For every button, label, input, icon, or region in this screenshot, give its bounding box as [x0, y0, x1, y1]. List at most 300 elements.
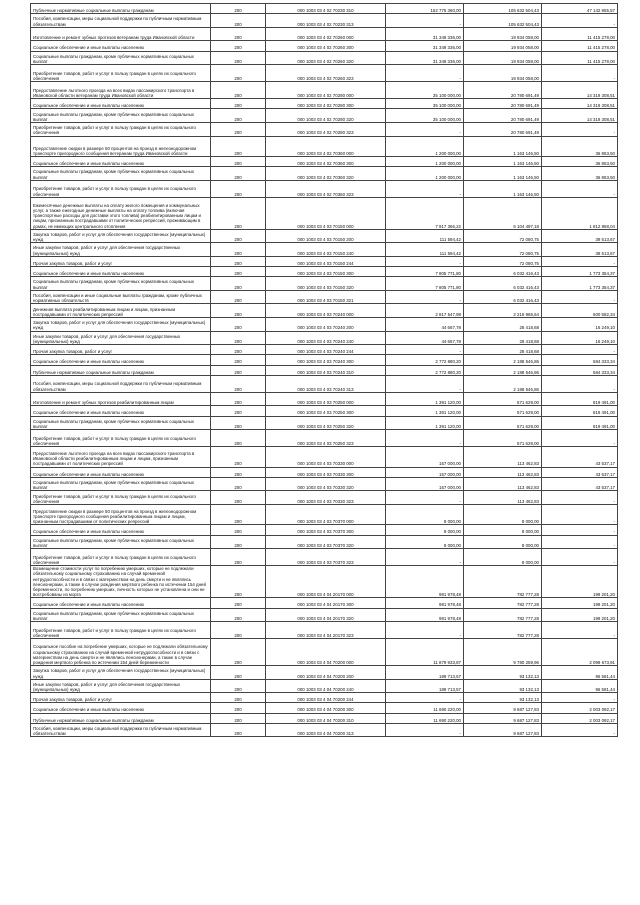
table-row: [31, 666, 618, 680]
row-code-cell: 200: [211, 318, 266, 332]
row-remaining-cell: 16 249,10: [542, 331, 618, 345]
row-approved-cell: 8 000,00: [386, 525, 464, 535]
row-code-cell: 200: [211, 504, 266, 524]
row-classification-cell: 000 1003 03 4 02 70230 310: [266, 4, 386, 14]
row-executed-cell: 782 777,28: [464, 566, 542, 598]
row-classification-cell: 000 1003 03 4 02 70360 300: [266, 156, 386, 166]
row-remaining-cell: -: [542, 122, 618, 136]
row-name-cell: Денежная выплата реабилитированным лицам и лицам, признанным пострадавшими от политических репрессий: [31, 304, 211, 318]
table-row: [31, 622, 618, 639]
table-row: [31, 639, 618, 666]
row-remaining-cell: 819 491,00: [542, 416, 618, 430]
row-code-cell: 200: [211, 598, 266, 608]
row-code-cell: 200: [211, 525, 266, 535]
row-code-cell: 200: [211, 65, 266, 82]
row-code-cell: 200: [211, 703, 266, 713]
row-code-cell: 200: [211, 467, 266, 477]
row-executed-cell: 72 080,75: [464, 256, 542, 266]
row-approved-cell: -: [386, 375, 464, 392]
row-code-cell: 200: [211, 14, 266, 28]
row-name-cell: Социальное обеспечение и иные выплаты населению: [31, 156, 211, 166]
row-code-cell: 200: [211, 51, 266, 65]
row-classification-cell: 000 1003 03 4 04 70200 300: [266, 703, 386, 713]
row-remaining-cell: 36 853,50: [542, 167, 618, 181]
table-row: [31, 406, 618, 416]
row-code-cell: 200: [211, 666, 266, 680]
row-classification-cell: 000 1003 03 4 02 70260 000: [266, 27, 386, 41]
table-row: [31, 318, 618, 332]
row-approved-cell: -: [386, 122, 464, 136]
table-row: [31, 331, 618, 345]
row-executed-cell: 19 934 058,00: [464, 41, 542, 51]
table-row: [31, 525, 618, 535]
row-executed-cell: 19 934 058,00: [464, 51, 542, 65]
row-executed-cell: 571 629,00: [464, 392, 542, 406]
row-code-cell: 200: [211, 180, 266, 197]
row-classification-cell: 000 1003 03 4 02 70280 000: [266, 82, 386, 99]
row-code-cell: 200: [211, 406, 266, 416]
row-code-cell: 200: [211, 109, 266, 123]
row-name-cell: Социальные выплаты гражданам, кроме публичных нормативных социальных выплат: [31, 51, 211, 65]
row-approved-cell: 157 000,00: [386, 467, 464, 477]
row-approved-cell: -: [386, 723, 464, 737]
table-row: [31, 345, 618, 355]
row-approved-cell: 1 200 000,00: [386, 136, 464, 156]
table-row: [31, 703, 618, 713]
row-approved-cell: -: [386, 290, 464, 304]
row-approved-cell: 8 000,00: [386, 535, 464, 549]
row-name-cell: Приобретение товаров, работ и услуг в пользу граждан в целях их социального обеспечения: [31, 430, 211, 447]
table-row: [31, 136, 618, 156]
row-remaining-cell: 14 319 308,51: [542, 109, 618, 123]
table-row: [31, 566, 618, 598]
row-name-cell: Иные закупки товаров, работ и услуг для обеспечения государственных (муниципальных) нужд: [31, 243, 211, 257]
row-remaining-cell: 16 249,10: [542, 318, 618, 332]
row-executed-cell: 113 462,83: [464, 477, 542, 491]
table-row: [31, 392, 618, 406]
row-remaining-cell: 1 812 868,04: [542, 197, 618, 229]
row-code-cell: 200: [211, 447, 266, 467]
row-code-cell: 200: [211, 566, 266, 598]
table-row: [31, 693, 618, 703]
row-executed-cell: 1 163 146,50: [464, 136, 542, 156]
row-code-cell: 200: [211, 365, 266, 375]
row-approved-cell: 1 391 120,00: [386, 392, 464, 406]
row-name-cell: Иные закупки товаров, работ и услуг для обеспечения государственных (муниципальных) нужд: [31, 331, 211, 345]
row-remaining-cell: 14 319 308,51: [542, 99, 618, 109]
row-remaining-cell: 2 099 673,91: [542, 639, 618, 666]
row-classification-cell: 000 1003 03 4 02 70280 323: [266, 122, 386, 136]
row-executed-cell: 28 418,68: [464, 318, 542, 332]
row-approved-cell: 8 000,00: [386, 504, 464, 524]
row-remaining-cell: 39 513,67: [542, 243, 618, 257]
row-executed-cell: 20 780 691,49: [464, 109, 542, 123]
row-code-cell: 200: [211, 355, 266, 365]
row-name-cell: Социальные выплаты гражданам, кроме публичных нормативных социальных выплат: [31, 535, 211, 549]
row-executed-cell: 571 629,00: [464, 416, 542, 430]
row-name-cell: Приобретение товаров, работ и услуг в пользу граждан в целях их социального обеспечения: [31, 122, 211, 136]
row-executed-cell: 105 632 504,43: [464, 14, 542, 28]
row-approved-cell: 2 772 880,20: [386, 365, 464, 375]
row-name-cell: Закупка товаров, работ и услуг для обеспечения государственных (муниципальных) нужд: [31, 666, 211, 680]
row-classification-cell: 000 1003 03 4 04 70200 200: [266, 666, 386, 680]
row-classification-cell: 000 1003 03 4 03 70330 300: [266, 467, 386, 477]
row-approved-cell: 981 978,48: [386, 566, 464, 598]
row-classification-cell: 000 1003 03 4 03 70240 244: [266, 345, 386, 355]
row-remaining-cell: -: [542, 14, 618, 28]
row-name-cell: Ежемесячные денежные выплаты на оплату жилого помещения и коммунальных услуг, а также ежегодные денежные выплаты на оплату топлива (включая транспортные расходы для доставки этого топлива) реабилитированным лицам и лицам, признанным пострадавшими от политических репрессий, проживающим в домах, не имеющих центрального отопления: [31, 197, 211, 229]
row-name-cell: Предоставление льготного проезда на всех видах пассажирского транспорта в Ивановской области ветеранам труда Ивановской области: [31, 82, 211, 99]
row-code-cell: 200: [211, 82, 266, 99]
table-row: [31, 277, 618, 291]
row-executed-cell: 20 780 691,49: [464, 122, 542, 136]
row-remaining-cell: 11 415 278,00: [542, 41, 618, 51]
row-name-cell: Закупка товаров, работ и услуг для обеспечения государственных (муниципальных) нужд: [31, 318, 211, 332]
row-executed-cell: 113 462,83: [464, 447, 542, 467]
row-executed-cell: 72 080,75: [464, 243, 542, 257]
row-executed-cell: 2 216 965,64: [464, 304, 542, 318]
table-row: [31, 256, 618, 266]
row-name-cell: Прочая закупка товаров, работ и услуг: [31, 256, 211, 266]
table-row: [31, 608, 618, 622]
row-name-cell: Приобретение товаров, работ и услуг в пользу граждан в целях их социального обеспечения: [31, 549, 211, 566]
row-approved-cell: 152 775 360,00: [386, 4, 464, 14]
row-code-cell: 200: [211, 693, 266, 703]
row-approved-cell: 35 100 000,00: [386, 109, 464, 123]
row-executed-cell: 8 000,00: [464, 549, 542, 566]
row-classification-cell: 000 1003 03 4 02 70260 323: [266, 65, 386, 82]
row-classification-cell: 000 1003 03 4 03 70330 000: [266, 447, 386, 467]
row-classification-cell: 000 1003 03 4 04 70200 244: [266, 693, 386, 703]
row-code-cell: 200: [211, 535, 266, 549]
table-row: [31, 99, 618, 109]
row-remaining-cell: 11 415 278,00: [542, 51, 618, 65]
row-classification-cell: 000 1003 03 4 03 70250 300: [266, 406, 386, 416]
row-name-cell: Приобретение товаров, работ и услуг в пользу граждан в целях их социального обеспечения: [31, 622, 211, 639]
row-executed-cell: 6 032 416,43: [464, 267, 542, 277]
row-remaining-cell: 1 773 354,37: [542, 267, 618, 277]
row-executed-cell: 2 188 546,86: [464, 365, 542, 375]
row-approved-cell: -: [386, 65, 464, 82]
row-executed-cell: 6 104 497,18: [464, 197, 542, 229]
row-classification-cell: 000 1003 03 4 03 70240 200: [266, 318, 386, 332]
row-executed-cell: 6 032 416,43: [464, 277, 542, 291]
row-classification-cell: 000 1003 03 4 03 70370 320: [266, 535, 386, 549]
row-name-cell: Предоставление льготного проезда на всех видах пассажирского транспорта в Ивановской области реабилитированным лицам и лицам, признанным пострадавшими от политических репрессий: [31, 447, 211, 467]
row-approved-cell: 2 772 880,20: [386, 355, 464, 365]
table-row: [31, 229, 618, 243]
row-executed-cell: 9 687 127,83: [464, 713, 542, 723]
row-name-cell: Изготовление и ремонт зубных протезов ветеранам труда Ивановской области: [31, 27, 211, 41]
row-remaining-cell: -: [542, 180, 618, 197]
row-name-cell: Иные закупки товаров, работ и услуг для обеспечения государственных (муниципальных) нужд: [31, 679, 211, 693]
row-remaining-cell: 199 201,20: [542, 566, 618, 598]
row-executed-cell: 2 188 546,86: [464, 375, 542, 392]
row-classification-cell: 000 1003 03 4 03 70330 323: [266, 491, 386, 505]
row-executed-cell: 93 132,13: [464, 693, 542, 703]
row-code-cell: 200: [211, 345, 266, 355]
table-row: [31, 491, 618, 505]
table-row: [31, 14, 618, 28]
row-approved-cell: -: [386, 491, 464, 505]
row-remaining-cell: -: [542, 290, 618, 304]
row-code-cell: 200: [211, 277, 266, 291]
row-code-cell: 200: [211, 122, 266, 136]
row-remaining-cell: 819 491,00: [542, 406, 618, 416]
row-approved-cell: 981 978,48: [386, 598, 464, 608]
table-row: [31, 156, 618, 166]
row-remaining-cell: -: [542, 375, 618, 392]
row-executed-cell: 1 163 146,50: [464, 180, 542, 197]
row-classification-cell: 000 1003 03 4 04 20170 323: [266, 622, 386, 639]
row-remaining-cell: 47 142 855,57: [542, 4, 618, 14]
row-remaining-cell: 14 319 308,51: [542, 82, 618, 99]
table-row: [31, 549, 618, 566]
row-approved-cell: 189 713,57: [386, 666, 464, 680]
table-row: [31, 477, 618, 491]
row-code-cell: 200: [211, 331, 266, 345]
row-executed-cell: 8 000,00: [464, 525, 542, 535]
row-name-cell: Социальные выплаты гражданам, кроме публичных нормативных социальных выплат: [31, 608, 211, 622]
row-executed-cell: 1 163 146,50: [464, 156, 542, 166]
row-remaining-cell: -: [542, 622, 618, 639]
row-remaining-cell: 43 537,17: [542, 467, 618, 477]
row-remaining-cell: 43 537,17: [542, 447, 618, 467]
row-approved-cell: 31 349 336,00: [386, 41, 464, 51]
row-remaining-cell: 96 581,44: [542, 679, 618, 693]
table-row: [31, 430, 618, 447]
row-classification-cell: 000 1003 03 4 02 70230 313: [266, 14, 386, 28]
row-classification-cell: 000 1003 03 4 02 70280 320: [266, 109, 386, 123]
row-executed-cell: 9 687 127,83: [464, 703, 542, 713]
row-approved-cell: 157 000,00: [386, 447, 464, 467]
row-approved-cell: -: [386, 549, 464, 566]
row-approved-cell: 11 690 220,00: [386, 703, 464, 713]
row-classification-cell: 000 1003 03 4 04 70200 313: [266, 723, 386, 737]
row-classification-cell: 000 1003 03 4 02 70280 300: [266, 99, 386, 109]
row-name-cell: Социальное обеспечение и иные выплаты населению: [31, 41, 211, 51]
row-code-cell: 200: [211, 713, 266, 723]
table-row: [31, 122, 618, 136]
row-remaining-cell: 96 581,44: [542, 666, 618, 680]
table-row: [31, 197, 618, 229]
row-code-cell: 200: [211, 136, 266, 156]
row-approved-cell: 111 594,42: [386, 243, 464, 257]
row-name-cell: Прочая закупка товаров, работ и услуг: [31, 693, 211, 703]
table-body: [31, 4, 618, 737]
row-remaining-cell: -: [542, 345, 618, 355]
table-row: [31, 535, 618, 549]
row-classification-cell: 000 1003 03 4 04 20170 300: [266, 598, 386, 608]
table-row: [31, 467, 618, 477]
row-remaining-cell: -: [542, 65, 618, 82]
row-classification-cell: 000 1003 03 4 03 70330 320: [266, 477, 386, 491]
row-remaining-cell: 1 773 354,37: [542, 277, 618, 291]
row-classification-cell: 000 1003 03 4 03 70250 323: [266, 430, 386, 447]
row-approved-cell: 35 100 000,00: [386, 82, 464, 99]
row-name-cell: Социальное обеспечение и иные выплаты населению: [31, 99, 211, 109]
row-classification-cell: 000 1003 03 4 02 70260 320: [266, 51, 386, 65]
row-code-cell: 200: [211, 99, 266, 109]
row-executed-cell: 782 777,28: [464, 598, 542, 608]
row-name-cell: Социальное обеспечение и иные выплаты населению: [31, 703, 211, 713]
row-classification-cell: 000 1003 03 4 03 70150 321: [266, 290, 386, 304]
row-name-cell: Социальное обеспечение и иные выплаты населению: [31, 267, 211, 277]
row-remaining-cell: -: [542, 430, 618, 447]
row-name-cell: Прочая закупка товаров, работ и услуг: [31, 345, 211, 355]
row-remaining-cell: 2 003 092,17: [542, 703, 618, 713]
row-approved-cell: 44 667,78: [386, 331, 464, 345]
row-code-cell: 200: [211, 27, 266, 41]
row-approved-cell: 35 100 000,00: [386, 99, 464, 109]
row-name-cell: Социальное обеспечение и иные выплаты населению: [31, 598, 211, 608]
row-executed-cell: 19 934 058,00: [464, 27, 542, 41]
table-row: [31, 27, 618, 41]
budget-table: [30, 3, 618, 737]
row-approved-cell: -: [386, 430, 464, 447]
row-executed-cell: 105 632 504,43: [464, 4, 542, 14]
table-row: [31, 504, 618, 524]
row-name-cell: Социальные выплаты гражданам, кроме публичных нормативных социальных выплат: [31, 416, 211, 430]
row-code-cell: 200: [211, 304, 266, 318]
row-approved-cell: -: [386, 693, 464, 703]
row-approved-cell: 7 917 366,22: [386, 197, 464, 229]
row-name-cell: Приобретение товаров, работ и услуг в пользу граждан в целях их социального обеспечения: [31, 491, 211, 505]
row-executed-cell: 571 629,00: [464, 430, 542, 447]
row-classification-cell: 000 1003 03 4 04 20170 000: [266, 566, 386, 598]
row-name-cell: Социальные выплаты гражданам, кроме публичных нормативных социальных выплат: [31, 167, 211, 181]
row-code-cell: 200: [211, 430, 266, 447]
row-remaining-cell: -: [542, 256, 618, 266]
row-code-cell: 200: [211, 375, 266, 392]
row-executed-cell: 9 687 127,83: [464, 723, 542, 737]
row-approved-cell: -: [386, 345, 464, 355]
row-classification-cell: 000 1003 03 4 03 70240 310: [266, 365, 386, 375]
row-approved-cell: 7 805 771,80: [386, 267, 464, 277]
row-classification-cell: 000 1003 03 4 03 70150 300: [266, 267, 386, 277]
row-name-cell: Приобретение товаров, работ и услуг в пользу граждан в целях их социального обеспечения: [31, 65, 211, 82]
row-executed-cell: 6 032 416,43: [464, 290, 542, 304]
table-row: [31, 180, 618, 197]
table-row: [31, 41, 618, 51]
row-code-cell: 200: [211, 679, 266, 693]
row-classification-cell: 000 1003 03 4 03 70240 240: [266, 331, 386, 345]
row-executed-cell: 19 934 058,00: [464, 65, 542, 82]
row-classification-cell: 000 1003 03 4 02 70360 000: [266, 136, 386, 156]
row-classification-cell: 000 1003 03 4 02 70360 323: [266, 180, 386, 197]
row-name-cell: Социальное обеспечение и иные выплаты населению: [31, 406, 211, 416]
table-row: [31, 416, 618, 430]
row-classification-cell: 000 1003 03 4 04 70200 240: [266, 679, 386, 693]
row-name-cell: Социальное обеспечение и иные выплаты населению: [31, 525, 211, 535]
row-classification-cell: 000 1003 03 4 04 70200 000: [266, 639, 386, 666]
row-remaining-cell: -: [542, 504, 618, 524]
row-classification-cell: 000 1003 03 4 03 70370 300: [266, 525, 386, 535]
row-classification-cell: 000 1003 03 4 03 70250 000: [266, 392, 386, 406]
row-executed-cell: 20 780 691,49: [464, 82, 542, 99]
row-remaining-cell: 199 201,20: [542, 598, 618, 608]
row-code-cell: 200: [211, 229, 266, 243]
row-name-cell: Социальное обеспечение и иные выплаты населению: [31, 467, 211, 477]
row-remaining-cell: 199 201,20: [542, 608, 618, 622]
row-classification-cell: 000 1003 03 4 03 70150 240: [266, 243, 386, 257]
row-code-cell: 200: [211, 477, 266, 491]
table-row: [31, 82, 618, 99]
row-code-cell: 200: [211, 290, 266, 304]
row-executed-cell: 8 000,00: [464, 504, 542, 524]
row-name-cell: Социальное пособие на погребение умерших, которые не подлежали обязательному социальному страхованию на случай временной нетрудоспособности и в связи с материнством на день смерти и не являлись пенсионерами, а также в случае рождения мертвого ребенка по истечении 154 дней беременности: [31, 639, 211, 666]
table-row: [31, 109, 618, 123]
row-executed-cell: 1 163 146,50: [464, 167, 542, 181]
row-name-cell: Пособия, компенсации и иные социальные выплаты гражданам, кроме публичных нормативных обязательств: [31, 290, 211, 304]
budget-sheet: [30, 3, 617, 737]
row-remaining-cell: -: [542, 491, 618, 505]
row-approved-cell: 7 805 771,80: [386, 277, 464, 291]
row-executed-cell: 113 462,83: [464, 467, 542, 477]
row-approved-cell: -: [386, 14, 464, 28]
row-classification-cell: 000 1003 03 4 03 70240 313: [266, 375, 386, 392]
row-approved-cell: 1 391 120,00: [386, 416, 464, 430]
row-name-cell: Изготовление и ремонт зубных протезов реабилитированным лицам: [31, 392, 211, 406]
row-approved-cell: 31 349 336,00: [386, 27, 464, 41]
row-code-cell: 200: [211, 549, 266, 566]
row-approved-cell: 1 200 000,00: [386, 156, 464, 166]
row-name-cell: Социальные выплаты гражданам, кроме публичных нормативных социальных выплат: [31, 477, 211, 491]
row-executed-cell: 782 777,28: [464, 622, 542, 639]
row-executed-cell: 2 188 546,86: [464, 355, 542, 365]
table-row: [31, 713, 618, 723]
row-classification-cell: 000 1003 03 4 04 70200 310: [266, 713, 386, 723]
row-remaining-cell: 600 582,34: [542, 304, 618, 318]
row-executed-cell: 28 418,68: [464, 331, 542, 345]
row-approved-cell: 189 713,57: [386, 679, 464, 693]
row-approved-cell: 1 391 120,00: [386, 406, 464, 416]
row-executed-cell: 9 780 259,96: [464, 639, 542, 666]
row-code-cell: 200: [211, 639, 266, 666]
row-code-cell: 200: [211, 608, 266, 622]
row-approved-cell: 11 879 933,87: [386, 639, 464, 666]
row-executed-cell: 72 080,75: [464, 229, 542, 243]
table-row: [31, 4, 618, 14]
row-classification-cell: 000 1003 03 4 03 70240 300: [266, 355, 386, 365]
row-code-cell: 200: [211, 197, 266, 229]
table-row: [31, 290, 618, 304]
row-code-cell: 200: [211, 491, 266, 505]
row-remaining-cell: 584 333,34: [542, 365, 618, 375]
row-remaining-cell: 36 853,50: [542, 156, 618, 166]
row-remaining-cell: 2 003 092,17: [542, 713, 618, 723]
row-executed-cell: 93 132,13: [464, 679, 542, 693]
row-approved-cell: 111 594,42: [386, 229, 464, 243]
row-classification-cell: 000 1003 03 4 03 70240 000: [266, 304, 386, 318]
row-name-cell: Приобретение товаров, работ и услуг в пользу граждан в целях их социального обеспечения: [31, 180, 211, 197]
table-row: [31, 598, 618, 608]
row-classification-cell: 000 1003 03 4 02 70260 300: [266, 41, 386, 51]
row-executed-cell: 93 132,13: [464, 666, 542, 680]
row-executed-cell: 113 462,83: [464, 491, 542, 505]
row-code-cell: 200: [211, 416, 266, 430]
row-executed-cell: 571 629,00: [464, 406, 542, 416]
table-row: [31, 375, 618, 392]
table-row: [31, 365, 618, 375]
row-name-cell: Публичные нормативные социальные выплаты гражданам: [31, 4, 211, 14]
row-name-cell: Предоставление скидки в размере 50 процентов на проезд в железнодорожном транспорте пригородного сообщения ветеранам труда Ивановской области: [31, 136, 211, 156]
row-name-cell: Публичные нормативные социальные выплаты гражданам: [31, 365, 211, 375]
table-row: [31, 51, 618, 65]
row-classification-cell: 000 1003 03 4 03 70150 320: [266, 277, 386, 291]
row-approved-cell: -: [386, 622, 464, 639]
row-name-cell: Публичные нормативные социальные выплаты гражданам: [31, 713, 211, 723]
